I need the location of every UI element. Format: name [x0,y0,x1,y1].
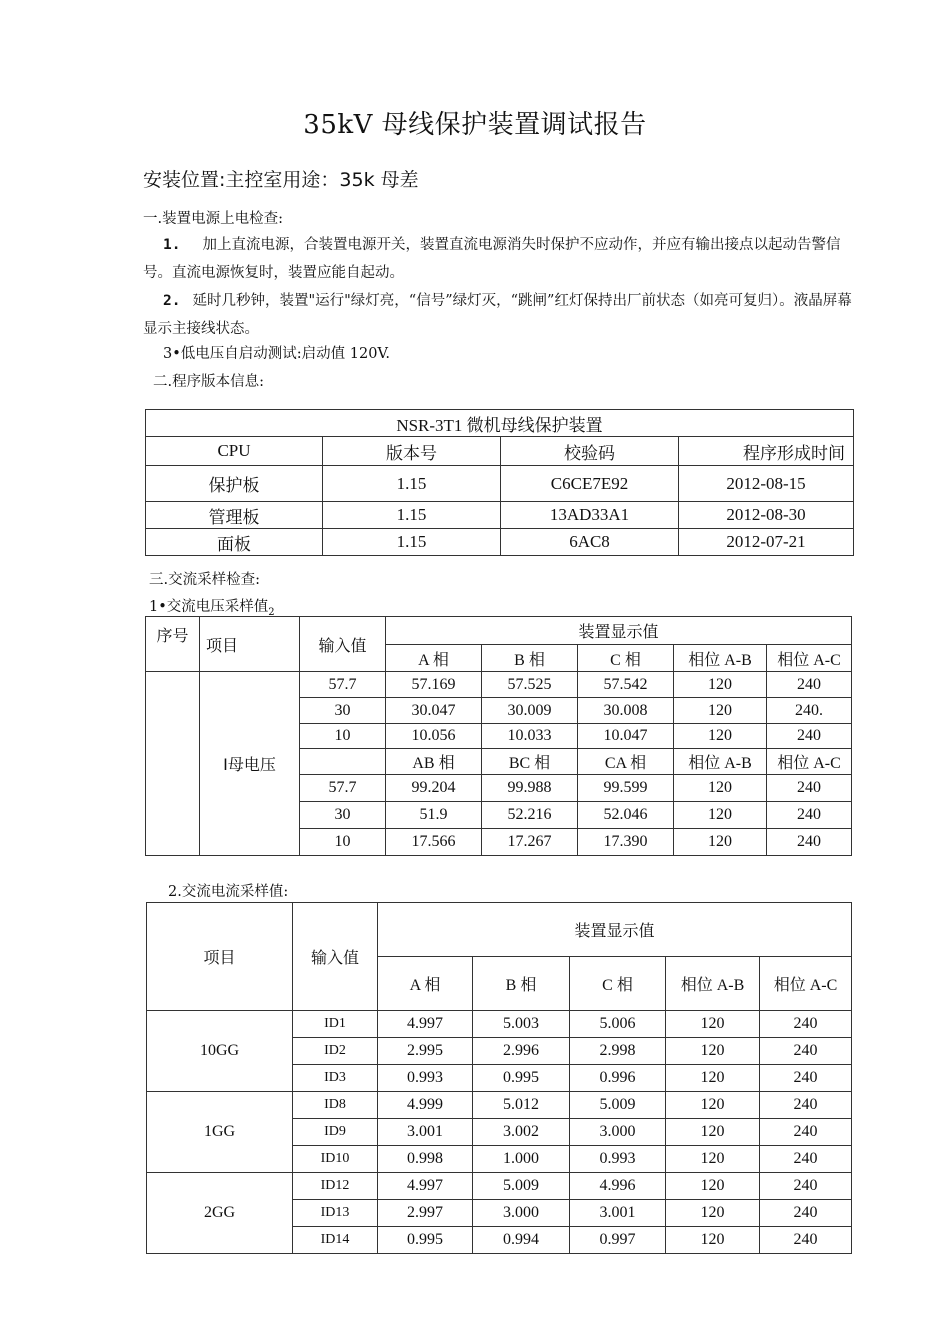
version-table-caption: NSR-3T1 微机母线保护装置 [146,410,854,437]
table-cell: 240 [767,829,852,856]
col-header: 相位 A-C [760,957,852,1011]
col-header: 输入值 [293,903,378,1011]
table-cell: 0.995 [473,1065,570,1092]
table-cell: 57.542 [578,672,674,698]
group-label: 2GG [147,1173,293,1254]
table-cell: 13AD33A1 [501,502,679,529]
col-header: A 相 [378,957,473,1011]
table-cell: 17.267 [482,829,578,856]
table-cell: 2012-08-15 [679,466,854,502]
table-cell: 5.009 [473,1173,570,1200]
col-header: A 相 [386,645,482,672]
table-cell: 30.008 [578,698,674,724]
table-cell: 5.006 [570,1011,666,1038]
item1-number: 1. [163,237,181,253]
col-header: CPU [146,437,323,466]
table-cell: 1.15 [323,466,501,502]
section1-item1 [143,231,855,287]
table-cell: 面板 [146,529,323,556]
table-cell: ID3 [293,1065,378,1092]
group-label: 1GG [147,1092,293,1173]
table-cell: 保护板 [146,466,323,502]
col-header: 程序形成时间 [679,437,854,466]
section1-item3: 3•低电压自启动测试:启动值 120V. [163,346,390,362]
table-cell: 120 [666,1011,760,1038]
table-cell: 10 [300,829,386,856]
table-cell: 240 [760,1011,852,1038]
voltage-heading-sub: 2 [268,606,275,618]
col-header: CA 相 [578,749,674,775]
col-header: 装置显示值 [386,617,852,645]
table-cell: C6CE7E92 [501,466,679,502]
table-cell: 管理板 [146,502,323,529]
table-cell: 4.997 [378,1011,473,1038]
table-cell: 120 [666,1092,760,1119]
col-header: 相位 A-C [767,645,852,672]
table-cell: 120 [666,1119,760,1146]
table-cell: 2012-07-21 [679,529,854,556]
table-cell: ID13 [293,1200,378,1227]
page-title: 35kV 母线保护装置调试报告 [303,110,647,140]
table-cell: 10.033 [482,724,578,749]
table-cell: 57.7 [300,672,386,698]
col-header: 项目 [147,903,293,1011]
table-cell: 120 [666,1173,760,1200]
col-header: 项目 [200,617,300,672]
table-cell: 52.046 [578,802,674,829]
table-cell: 30 [300,802,386,829]
current-table [146,902,852,1254]
table-cell: 51.9 [386,802,482,829]
table-cell: 120 [666,1227,760,1254]
table-cell: 240 [760,1227,852,1254]
table-cell [146,672,200,856]
table-cell: 10.047 [578,724,674,749]
col-header: BC 相 [482,749,578,775]
item1-text: 加上直流电源，合装置电源开关，装置直流电源消失时保护不应动作，并应有输出接点以起动告警信号。直流电源恢复时，装置应能自起动。 [143,237,841,281]
col-header: 相位 A-B [666,957,760,1011]
table-cell: 57.169 [386,672,482,698]
col-header: 校验码 [501,437,679,466]
table-cell: 240. [767,698,852,724]
table-cell: ID8 [293,1092,378,1119]
table-cell: 0.994 [473,1227,570,1254]
col-header: B 相 [482,645,578,672]
col-header: AB 相 [386,749,482,775]
table-cell: 10 [300,724,386,749]
table-cell: 120 [674,829,767,856]
table-cell: 2.997 [378,1200,473,1227]
col-header: 相位 A-B [674,749,767,775]
table-cell: 240 [760,1146,852,1173]
table-cell: 0.997 [570,1227,666,1254]
table-cell: 120 [666,1038,760,1065]
table-cell: 0.995 [378,1227,473,1254]
table-cell: ID9 [293,1119,378,1146]
table-cell: 240 [760,1092,852,1119]
table-cell: 240 [767,672,852,698]
table-cell: 3.001 [378,1119,473,1146]
table-cell: 30.009 [482,698,578,724]
item2-number: 2. [163,293,181,309]
table-cell: 0.993 [570,1146,666,1173]
table-cell: 52.216 [482,802,578,829]
table-cell: 240 [760,1038,852,1065]
table-cell: 0.996 [570,1065,666,1092]
col-header: B 相 [473,957,570,1011]
table-cell: 3.001 [570,1200,666,1227]
table-cell: 3.000 [473,1200,570,1227]
table-cell: 240 [760,1065,852,1092]
col-header: 序号 [146,617,200,672]
col-header: 相位 A-B [674,645,767,672]
table-cell [300,749,386,775]
table-cell: ID12 [293,1173,378,1200]
table-cell: 99.988 [482,775,578,802]
table-cell: 1.15 [323,502,501,529]
table-cell: 0.993 [378,1065,473,1092]
table-cell: 120 [674,672,767,698]
item-label: Ⅰ母电压 [200,672,300,856]
section1-heading: 一.装置电源上电检查: [143,211,283,227]
table-cell: 2.998 [570,1038,666,1065]
table-cell: 120 [674,802,767,829]
table-cell: ID10 [293,1146,378,1173]
table-cell: 120 [674,724,767,749]
table-cell: 240 [767,724,852,749]
table-cell: 30.047 [386,698,482,724]
group-label: 10GG [147,1011,293,1092]
table-cell: 5.003 [473,1011,570,1038]
table-cell: 2.995 [378,1038,473,1065]
table-cell: 0.998 [378,1146,473,1173]
table-cell: 17.390 [578,829,674,856]
table-cell: 57.7 [300,775,386,802]
table-cell: 57.525 [482,672,578,698]
table-cell: ID14 [293,1227,378,1254]
table-cell: 240 [760,1173,852,1200]
install-location: 安装位置:主控室用途：35k 母差 [143,169,419,191]
table-cell: 120 [666,1146,760,1173]
table-cell: 240 [767,802,852,829]
table-cell: 99.204 [386,775,482,802]
col-header: C 相 [578,645,674,672]
table-cell: 5.012 [473,1092,570,1119]
table-cell: 4.996 [570,1173,666,1200]
table-cell: 120 [674,698,767,724]
table-cell: 99.599 [578,775,674,802]
version-table [145,409,854,556]
table-cell: 120 [666,1200,760,1227]
table-cell: 30 [300,698,386,724]
section3-heading: 三.交流采样检查: [149,572,260,588]
col-header: 装置显示值 [378,903,852,957]
table-cell: 2012-08-30 [679,502,854,529]
table-cell: 1.15 [323,529,501,556]
table-cell: 3.000 [570,1119,666,1146]
table-cell: 17.566 [386,829,482,856]
table-cell: ID1 [293,1011,378,1038]
table-cell: 5.009 [570,1092,666,1119]
table-cell: 4.997 [378,1173,473,1200]
table-cell: 4.999 [378,1092,473,1119]
table-cell: 240 [767,775,852,802]
col-header: 相位 A-C [767,749,852,775]
table-cell: 240 [760,1119,852,1146]
table-cell: 120 [674,775,767,802]
table-cell: 3.002 [473,1119,570,1146]
table-cell: 6AC8 [501,529,679,556]
table-cell: 240 [760,1200,852,1227]
col-header: 版本号 [323,437,501,466]
table-cell: 10.056 [386,724,482,749]
table-cell: 120 [666,1065,760,1092]
table-cell: 2.996 [473,1038,570,1065]
table-cell: ID2 [293,1038,378,1065]
section1-item2 [143,287,855,343]
col-header: 输入值 [300,617,386,672]
voltage-table [145,616,852,856]
col-header: C 相 [570,957,666,1011]
section2-heading: 二.程序版本信息: [153,374,264,390]
table-cell: 1.000 [473,1146,570,1173]
item2-text: 延时几秒钟，装置"运行"绿灯亮，“信号”绿灯灭，“跳闸”红灯保持出厂前状态（如亮可复归）。液晶屏幕显示主接线状态。 [143,293,852,337]
voltage-heading-text: 1•交流电压采样值 [149,599,269,615]
current-heading: 2.交流电流采样值: [168,884,289,900]
